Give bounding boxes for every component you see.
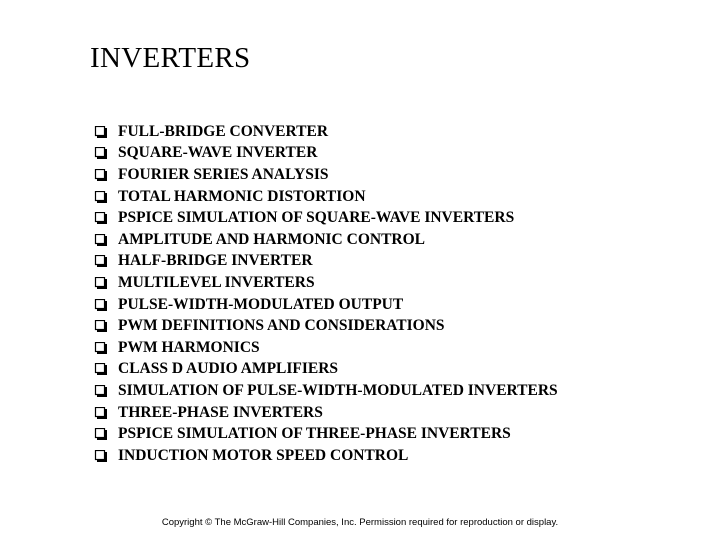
checkbox-square-icon [94,211,118,225]
checkbox-square-icon [94,384,118,398]
list-item [94,445,558,467]
list-item [94,359,558,381]
list-item [94,207,558,229]
copyright-notice: Copyright © The McGraw-Hill Companies, Inc. Permission required for reproduction or display. [161,517,559,528]
list-item [94,229,558,251]
checkbox-square-icon [94,341,118,355]
list-item-label: FOURIER SERIES ANALYSIS [118,165,329,183]
list-item [94,423,558,445]
list-item-label: CLASS D AUDIO AMPLIFIERS [118,360,339,378]
list-item-label: AMPLITUDE AND HARMONIC CONTROL [118,230,425,248]
checkbox-square-icon [94,298,118,312]
list-item-label: PSPICE SIMULATION OF SQUARE-WAVE INVERTERS [118,209,515,227]
list-item-label: INDUCTION MOTOR SPEED CONTROL [118,446,409,464]
list-item-label: HALF-BRIDGE INVERTER [118,252,313,270]
list-item [94,337,558,359]
checkbox-square-icon [94,319,118,333]
list-item [94,294,558,316]
list-item [94,272,558,294]
list-item [94,380,558,402]
checkbox-square-icon [94,406,118,420]
list-item [94,402,558,424]
list-item [94,186,558,208]
list-item-label: PWM DEFINITIONS AND CONSIDERATIONS [118,317,445,335]
list-item-label: TOTAL HARMONIC DISTORTION [118,187,366,205]
checkbox-square-icon [94,254,118,268]
list-item-label: THREE-PHASE INVERTERS [118,403,323,421]
checkbox-square-icon [94,168,118,182]
checkbox-square-icon [94,146,118,160]
list-item [94,164,558,186]
checkbox-square-icon [94,276,118,290]
checkbox-square-icon [94,449,118,463]
list-item [94,251,558,273]
list-item [94,121,558,143]
list-item-label: PULSE-WIDTH-MODULATED OUTPUT [118,295,404,313]
list-item [94,143,558,165]
topic-list [94,121,558,467]
checkbox-square-icon [94,125,118,139]
list-item-label: PWM HARMONICS [118,338,260,356]
checkbox-square-icon [94,362,118,376]
list-item-label: FULL-BRIDGE CONVERTER [118,122,329,140]
list-item-label: PSPICE SIMULATION OF THREE-PHASE INVERTERS [118,425,511,443]
checkbox-square-icon [94,233,118,247]
list-item-label: SQUARE-WAVE INVERTER [118,144,318,162]
checkbox-square-icon [94,190,118,204]
checkbox-square-icon [94,427,118,441]
list-item-label: MULTILEVEL INVERTERS [118,273,315,291]
list-item-label: SIMULATION OF PULSE-WIDTH-MODULATED INVERTERS [118,381,558,399]
slide-title: INVERTERS [90,42,251,74]
list-item [94,315,558,337]
